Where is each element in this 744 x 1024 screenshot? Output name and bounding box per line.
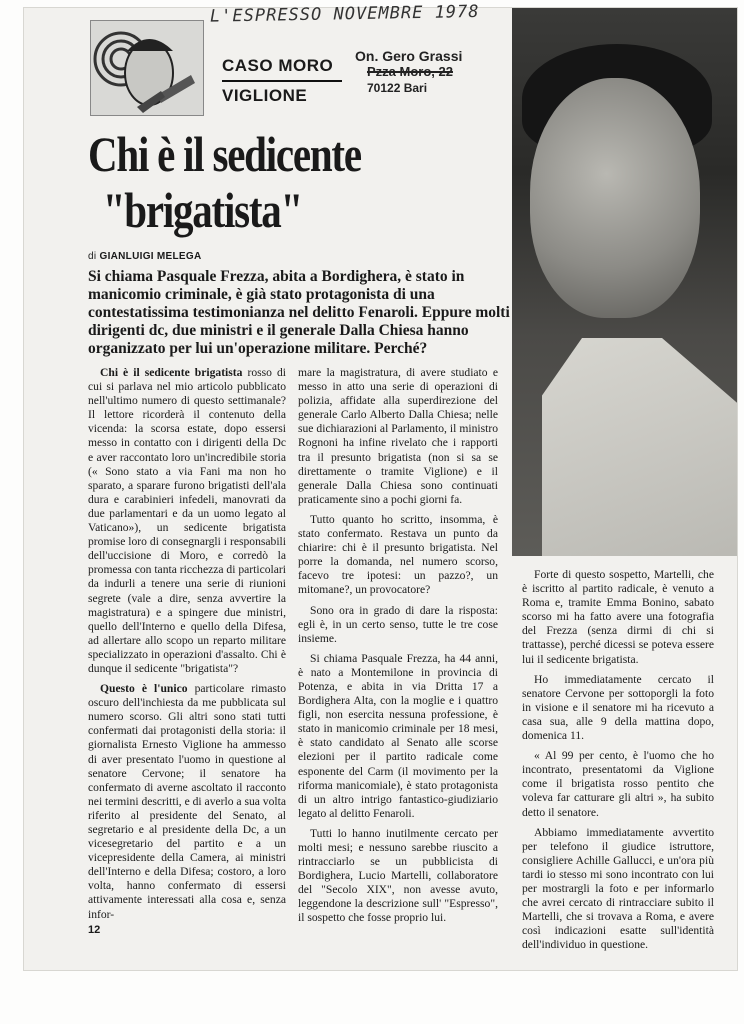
byline-author: GIANLUIGI MELEGA xyxy=(99,251,202,262)
stamp-city: 70122 Bari xyxy=(367,81,428,95)
headline xyxy=(88,126,432,238)
paragraph xyxy=(522,826,714,953)
paragraph xyxy=(298,827,498,926)
kicker-line-2: VIGLIONE xyxy=(222,86,308,105)
paragraph xyxy=(522,568,714,667)
page-number: 12 xyxy=(88,924,101,936)
paragraph-text: Sono ora in grado di dare la risposta: egli è, in un certo senso, tutte le tre cose insieme. xyxy=(298,603,498,645)
address-stamp xyxy=(355,48,505,96)
section-logo-illustration xyxy=(90,20,204,116)
paragraph-lead: Chi è il sedicente brigatista xyxy=(100,366,243,379)
paragraph xyxy=(88,682,286,922)
paragraph-text: « Al 99 per cento, è l'uomo che ho incontrato, presentatomi da Viglione come il brigatista rosso pentito che voleva far catturare gli altri », ha subito detto il senatore. xyxy=(522,749,714,819)
paragraph xyxy=(88,366,286,676)
stamp-street: Pzza Moro, 22 xyxy=(367,64,453,79)
paragraph-text: particolare rimasto oscuro dell'inchiesta da me pubblicata sul numero scorso. Gli altri sono stati tutti confermati dai protagonisti della storia: il giornalista Ernesto Viglione ha ammesso di aver presentato l'uomo in questione al senatore Cervone; il senatore ha confermato di averne ascoltato il racconto nei termini descritti, e di averlo a sua volta riferito al presidente del Senato, al segretario e al presidente della Dc, a un vicesegretario del partito e a un vicepresidente della Camera, ai ministri dell'Interno e della Difesa; costoro, a loro volta, hanno confermato di essersi attivamente interessati alla cosa e, senza infor- xyxy=(88,682,286,921)
photo-face xyxy=(530,78,700,318)
paragraph xyxy=(298,366,498,507)
stamp-name: On. Gero Grassi xyxy=(355,48,463,64)
standfirst: Si chiama Pasquale Frezza, abita a Bordighera, è stato in manicomio criminale, è già stato protagonista di una contestatissima testimonianza nel delitto Fenaroli. Eppure molti dirigenti dc, due ministri e il generale Dalla Chiesa hanno organizzato per lui un'operazione militare. Perché? xyxy=(88,268,510,357)
handwritten-note: L'ESPRESSO NOVEMBRE 1978 xyxy=(209,1,480,27)
byline xyxy=(88,251,202,262)
paragraph-text: rosso di cui si parlava nel mio articolo pubblicato nell'ultimo numero di questo settimanale? Il lettore ricorderà il contenuto della vicenda: la scorsa estate, dopo essersi messo in contatto con i dirigenti della Dc e aver raccontato loro un'incredibile storia (« Sono stato a via Fani ma non ho sparato, a sparare furono brigatisti dell'ala dura e carabinieri infedeli, manovrati da due parlamentari e da un uomo legato al Vaticano»), un sedicente brigatista promise loro di consegnargli i responsabili dell'uccisione di Moro, e corredò la promessa con tanta ricchezza di particolari da indurli a tenere una serie di riunioni segrete (vale a dire, senza avvertire la magistratura) e a spingere due ministri, quello dell'Interno e quello della Difesa, ad allertare allo scopo un reparto militare specializzato in operazioni d'assalto. Chi è dunque il sedicente "brigatista"? xyxy=(88,366,286,675)
paragraph xyxy=(298,604,498,646)
portrait-photo xyxy=(512,8,737,556)
paragraph-text: mare la magistratura, di avere studiato e messo in atto una serie di operazioni di polizia, affidate alla superdirezione del generale Carlo Alberto Dalla Chiesa; nelle sue dichiarazioni al Parlamento, il ministro Rognoni ha infine rivelato che i rapporti tra il presunto brigatista (non si sa se direttamente o tramite Viglione) e il generale Dalla Chiesa sono continuati praticamente sino a pochi giorni fa. xyxy=(298,366,498,506)
article-column-1 xyxy=(88,366,286,922)
paragraph-text: Tutti lo hanno inutilmente cercato per molti mesi; e nessuno sarebbe riuscito a rintracciarlo se un pubblicista di Bordighera, Lucio Martelli, collaboratore del "Secolo XIX", non avesse avuto, leggendone la descrizione sull' "Espresso", il sospetto che fosse proprio lui. xyxy=(298,826,498,925)
paragraph-text: Ho immediatamente cercato il senatore Cervone per sottoporgli la foto in visione e il senatore mi ha ricevuto a casa sua, alle 9 della mattina dopo, domenica 11. xyxy=(522,672,714,743)
section-kicker xyxy=(222,52,342,109)
byline-prefix: di xyxy=(88,251,97,262)
headline-line-1: Chi è il sedicente xyxy=(88,126,361,182)
article-column-3 xyxy=(522,568,714,952)
headline-line-2: "brigatista" xyxy=(102,182,303,238)
kicker-line-1: CASO MORO xyxy=(222,56,334,75)
paragraph xyxy=(522,749,714,819)
paragraph-text: Tutto quanto ho scritto, insomma, è stato confermato. Restava un punto da chiarire: chi è il presunto brigatista. Nel porre la domanda, nel numero scorso, facevo tre ipotesi: un pazzo?, un mitomane?, un provocatore? xyxy=(298,512,498,597)
paragraph-lead: Questo è l'unico xyxy=(100,682,188,696)
paragraph-text: Si chiama Pasquale Frezza, ha 44 anni, è nato a Montemilone in provincia di Potenza, e abita in via Dritta 17 a Bordighera Alta, con la moglie e i quattro figli, non esercita nessuna professione, è stato in manicomio criminale per 18 mesi, è stato candidato al Senato alle scorse elezioni per il partito radicale come esponente del Carm (il movimento per la riforma manicomiale), è stato protagonista di un altro intrigo fantastico-giudiziario legato al delitto Fenaroli. xyxy=(298,651,498,820)
paragraph-text: Abbiamo immediatamente avvertito per telefono il giudice istruttore, consigliere Achille Gallucci, e un'ora più tardi io stesso mi sono incontrato con lui per mostrargli la foto e per informarlo che avrei cercato di rintracciare subito il Martelli, che si trovava a Roma, e avere così indicazioni esatte sull'identità dell'individuo in questione. xyxy=(522,825,714,952)
article-column-2 xyxy=(298,366,498,926)
paragraph-text: Forte di questo sospetto, Martelli, che è iscritto al partito radicale, è venuto a Roma e, tramite Emma Bonino, sabato scorso mi ha fatto avere una fotografia del Frezza (senza dirmi di chi si trattasse), perché dicessi se poteva essere lui il sedicente brigatista. xyxy=(522,568,714,666)
photo-shirt xyxy=(542,338,737,556)
paragraph xyxy=(298,652,498,821)
paragraph xyxy=(298,513,498,598)
paragraph xyxy=(522,673,714,743)
